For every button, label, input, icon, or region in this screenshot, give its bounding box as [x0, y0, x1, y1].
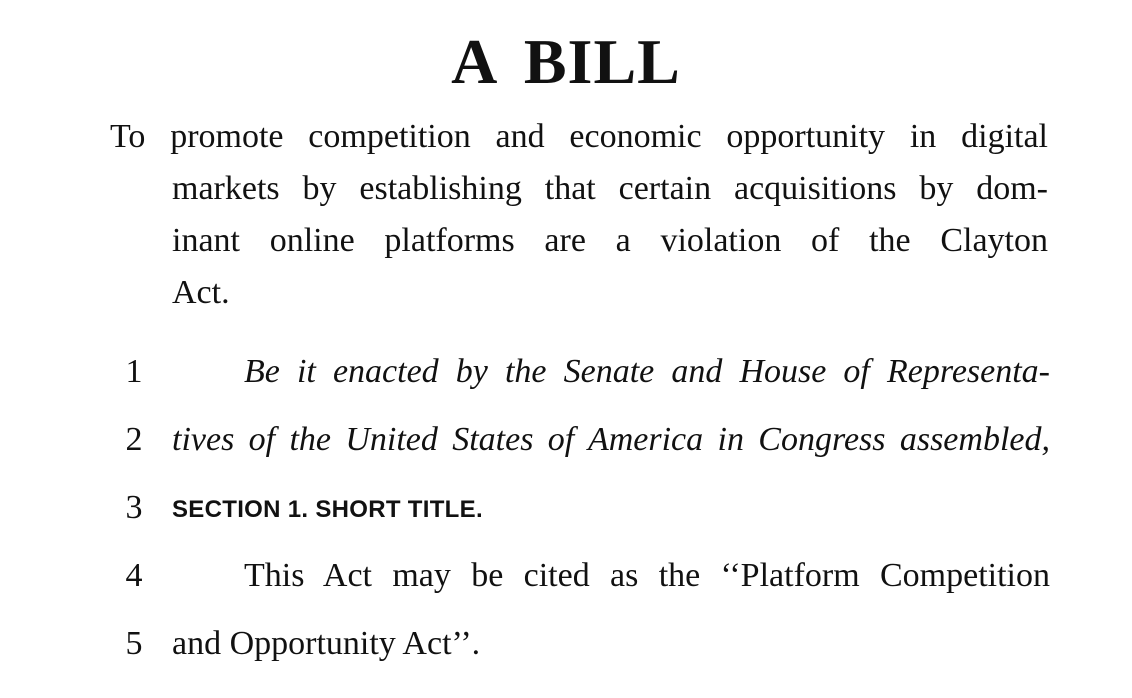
section-heading: SECTION 1. SHORT TITLE.: [172, 496, 483, 523]
purpose-line: To promote competition and economic opportunity in digital: [110, 118, 1048, 155]
enacting-clause-text: Be it enacted by the Senate and House of Representa-: [244, 353, 1050, 390]
line-number: 3: [125, 489, 143, 526]
purpose-line: Act.: [172, 274, 230, 311]
line-number: 1: [125, 353, 143, 390]
numbered-line: [0, 556, 1132, 606]
numbered-line: [0, 624, 1132, 674]
numbered-line: [0, 420, 1132, 470]
purpose-line: markets by establishing that certain acquisitions by dom-: [172, 170, 1048, 207]
numbered-line: [0, 488, 1132, 538]
line-number: 5: [125, 625, 143, 662]
line-number: 2: [125, 421, 143, 458]
numbered-line: [0, 352, 1132, 402]
enacting-clause-text: tives of the United States of America in Congress assembled,: [172, 421, 1050, 458]
line-number: 4: [125, 557, 143, 594]
purpose-line: inant online platforms are a violation of the Clayton: [172, 222, 1048, 259]
bill-purpose: [110, 111, 1048, 319]
section-body-text: and Opportunity Act’’.: [172, 625, 481, 662]
bill-title: A BILL: [451, 26, 681, 97]
section-body-text: This Act may be cited as the ‘‘Platform Competition: [244, 557, 1050, 594]
